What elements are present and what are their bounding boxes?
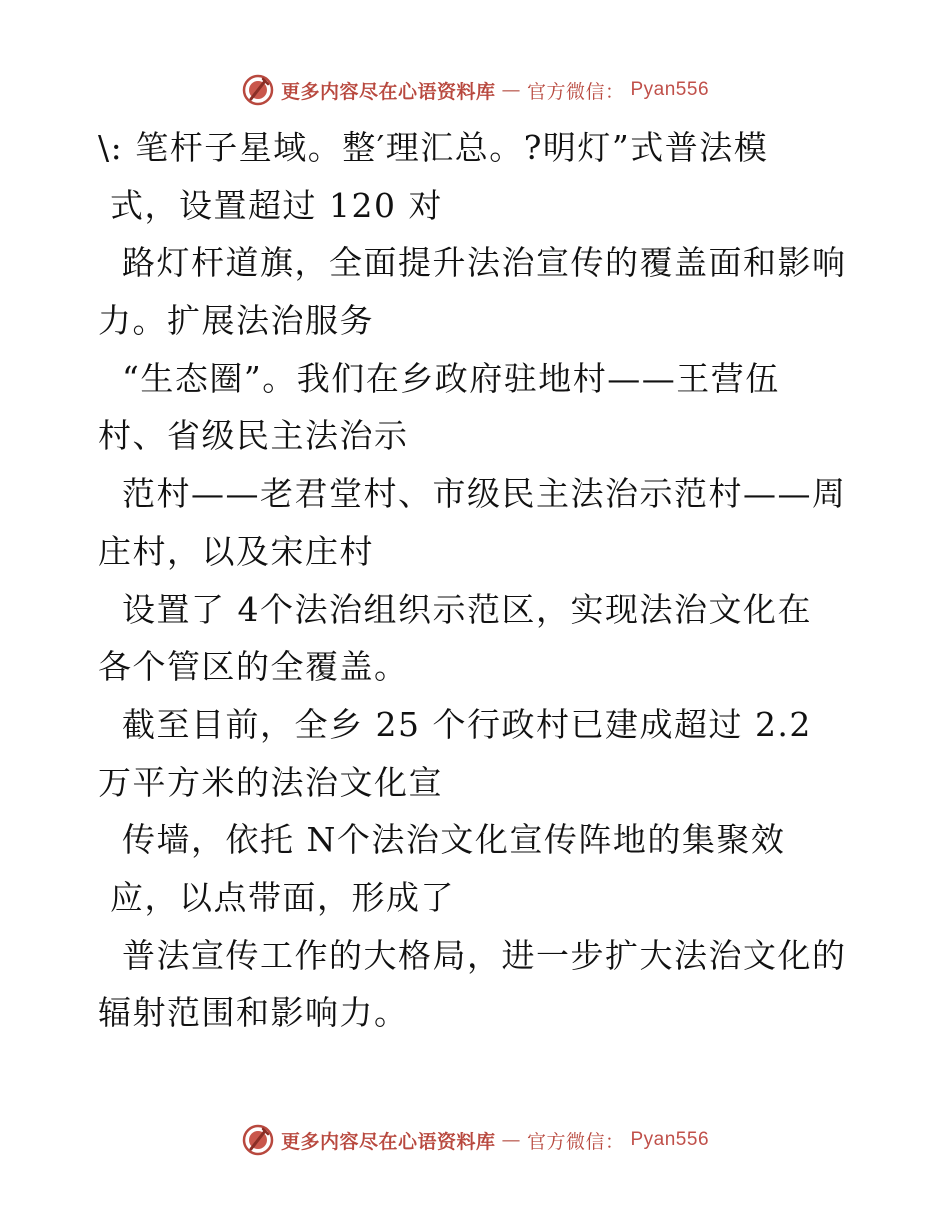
body-line: 辐射范围和影响力。 xyxy=(98,993,409,1033)
header-banner xyxy=(0,70,950,110)
body-line: 力。扩展法治服务 xyxy=(98,301,374,341)
body-line: 式，设置超过 120 对 xyxy=(98,185,443,225)
banner-title: 更多内容尽在心语资料库 xyxy=(280,1130,496,1153)
banner-separator: — xyxy=(501,1129,521,1151)
body-line: 村、省级民主法治示 xyxy=(98,416,409,456)
body-line: 各个管区的全覆盖。 xyxy=(98,647,409,687)
banner-separator: — xyxy=(501,79,521,101)
body-line: “生态圈”。我们在乡政府驻地村——王营伍 xyxy=(98,358,780,398)
banner-wechat-id: Pyan556 xyxy=(630,79,710,100)
library-logo-icon xyxy=(241,73,275,107)
body-line: 万平方米的法治文化宣 xyxy=(98,762,443,802)
body-line: 传墙，依托 N个法治文化宣传阵地的集聚效 xyxy=(98,820,786,860)
banner-wechat-label: 官方微信： xyxy=(526,80,625,103)
body-line: 截至目前，全乡 25 个行政村已建成超过 2.2 xyxy=(98,704,812,744)
body-line: 设置了 4个法治组织示范区，实现法治文化在 xyxy=(98,589,812,629)
banner-wechat-label: 官方微信： xyxy=(526,1130,625,1153)
banner-title: 更多内容尽在心语资料库 xyxy=(280,80,496,103)
body-line: \: 笔杆子星域。整′理汇总。?明灯”式普法模 xyxy=(98,128,769,167)
footer-banner xyxy=(0,1120,950,1160)
body-line: 普法宣传工作的大格局，进一步扩大法治文化的 xyxy=(98,935,847,975)
body-line: 应，以点带面，形成了 xyxy=(98,877,455,917)
document-body xyxy=(98,119,858,1042)
body-line: 庄村，以及宋庄村 xyxy=(98,531,374,571)
body-line: 范村——老君堂村、市级民主法治示范村——周 xyxy=(98,474,847,514)
library-logo-icon xyxy=(241,1123,275,1157)
banner-wechat-id: Pyan556 xyxy=(630,1129,710,1150)
body-line: 路灯杆道旗，全面提升法治宣传的覆盖面和影响 xyxy=(98,243,847,283)
